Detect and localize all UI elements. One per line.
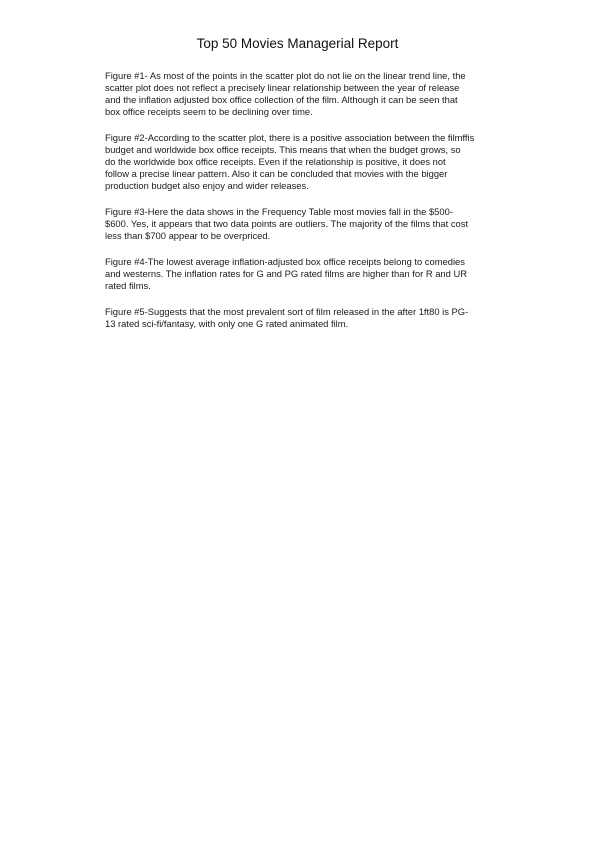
paragraph-figure-4 <box>105 256 530 292</box>
paragraph-line: and the inflation adjusted box office collection of the film. Although it can be seen that <box>105 94 458 105</box>
paragraph-line: Figure #5-Suggests that the most prevalent sort of film released in the after 1ft80 is PG- <box>105 306 469 317</box>
paragraph-figure-1 <box>105 70 530 118</box>
paragraph-line: scatter plot does not reflect a precisely linear relationship between the year of release <box>105 82 460 93</box>
paragraph-line: Figure #1- As most of the points in the scatter plot do not lie on the linear trend line, the <box>105 70 466 81</box>
paragraph-line: do the worldwide box office receipts. Even if the relationship is positive, it does not <box>105 156 446 167</box>
paragraph-line: less than $700 appear to be overpriced. <box>105 230 271 241</box>
paragraph-figure-5 <box>105 306 530 330</box>
paragraph-line: 13 rated sci-fi/fantasy, with only one G rated animated film. <box>105 318 349 329</box>
paragraph-line: $600. Yes, it appears that two data points are outliers. The majority of the films that cost <box>105 218 469 229</box>
paragraph-figure-3 <box>105 206 530 242</box>
paragraph-line: rated films. <box>105 280 151 291</box>
paragraph-line: follow a precise linear pattern. Also it can be concluded that movies with the bigger <box>105 168 448 179</box>
paragraph-line: Figure #3-Here the data shows in the Frequency Table most movies fall in the $500- <box>105 206 453 217</box>
paragraph-line: Figure #4-The lowest average inflation-adjusted box office receipts belong to comedies <box>105 256 465 267</box>
document-title: Top 50 Movies Managerial Report <box>196 36 399 51</box>
paragraph-line: and westerns. The inflation rates for G and PG rated films are higher than for R and UR <box>105 268 467 279</box>
paragraph-line: production budget also enjoy and wider releases. <box>105 180 309 191</box>
paragraph-line: budget and worldwide box office receipts. This means that when the budget grows, so <box>105 144 461 155</box>
document-body <box>105 70 530 344</box>
paragraph-line: Figure #2-According to the scatter plot, there is a positive association between the filmffis <box>105 132 475 143</box>
paragraph-figure-2 <box>105 132 530 192</box>
paragraph-line: box office receipts seem to be declining over time. <box>105 106 313 117</box>
